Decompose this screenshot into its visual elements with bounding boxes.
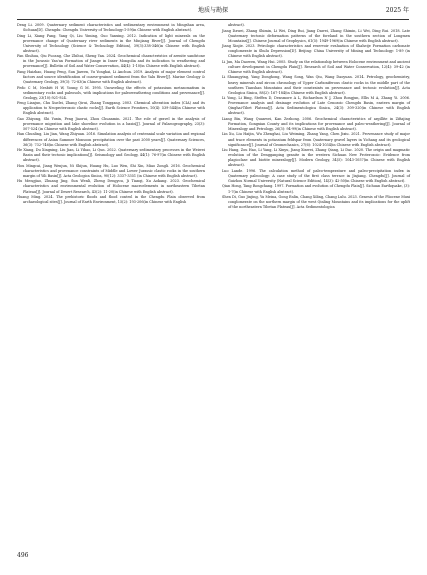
reference-entry: Gao Zhiyong, Shi Yuxin, Feng Jiaorui, Zhou Chuanmin. 2021. The role of gravel in the analysis of provenance migration and lake shoreline evolution in a basin[J]. Journal of Palaeogeography, 23(3): 507-524 (in Chinese with English abstract). [17, 116, 205, 131]
reference-entry: Liang Bin, Wang Quanwei, Kan Zezhong. 2006. Geochemical characteristics of argillite in Zifiajing Formation, Gongxian County and its implications for provenance and paleo-weathering[J]. Journal of Mineralogy and Petrology, 26(3): 94-99(in Chinese with English abstract). [222, 116, 410, 131]
reference-entry: Liu Hang, Zou Hao, Li Yang, Li Xinyu, Jiang Xinwei, Zhang Qiang, Li Dac. 2020. The origin and magmatic evolution of the Dengganping granite in the western Sichuan New Proterozoic: Evidence from plagioclase and biotite mineralogy[J]. Modern Geology, 34(5): 1043-1057(in Chinese with English abstract). [222, 148, 410, 168]
reference-entry: Jiang Xinjie. 2023. Petrologic characteristics and reservoir evaluation of Shaheije Formation carbonate conglomerate in Shulu Depression[D]. Beijing: China University of Mining and Technology: 1-89 (in Chinese with English abstract). [222, 44, 410, 59]
reference-column-left [17, 23, 205, 206]
reference-entry: Deng Li. 2009. Quaternary sediment characteristics and sedimentary environment in Mingshan area, Sichuan[D]. Chengdu: Chengdu University of Technology:1-59(in Chinese with English abstract). [17, 23, 205, 33]
reference-entry: Hu Mengjiao, Zhuang Jing, Sun Wenli, Zheng Dengyou, Ji Tianqi, Xu Aokang. 2023. Geochemical characteristics and environmental evolution of Holocene macroelements in northeastern Tibetan Plateau[J]. Journal of Desert Research, 43(2): 11-20(in Chinese with English abstract). [17, 179, 205, 194]
reference-entry: Jiang Dawei, Zhang Shimin, Li Wei, Ding Rui, Jiang Dawei, Zhang Shimin, Li Wei, Ding Rui. 2018. Late Quaternary tectonic deformation patterns of the foreland in the southern section of Longmen Mountains[J]. Chinese Journal of Geophysics, 61(5): 1949-1969(in Chinese with English abstract). [222, 28, 410, 43]
reference-entry: Fang Haizhao, Huang Peng, Sun Jiawen, Yu Yonghai, Li Anchun. 2019. Analysis of major element control factors and source identification of coarse-grained sediment from the Yalu River[J]. Marine Geology & Quaternary Geology, 39(3): 72-83(in Chinese with English abstract). [17, 69, 205, 85]
reference-entry: Li Jun, Ma Daowen, Wang Hui. 2005. Study on the relationship between Holocene environment and ancient culture development in Chengdu Plain[J]. Research of Soil and Water Conservation, 12(4): 39-42 (in Chinese with English abstract). [222, 59, 410, 74]
reference-entry: Qian Hong, Tang Rongchang. 1997. Formation and evolution of Chengdu Plain[J]. Sichuan Earthquake, (3): 1-7(in Chinese with English abstract). [222, 184, 410, 194]
header-year: 2025 年 [385, 7, 409, 14]
reference-entry-continuation: abstract). [228, 23, 245, 27]
reference-entry: Fan Shuhua, Qiu Fucang, Che Zhihui, Sheng Yan. 2024. Geochemical characteristics of arenite sandstone in the Jurassic Yan'an Formation of Jiange in Inner Mongolia and its indication to weathering and provenance[J]. Bulletin of Soil and Water Conservation, 44(4): 1-10(in Chinese with English abstract). [17, 54, 205, 69]
journal-title: 地质与勘探 [197, 7, 228, 14]
page-number: 496 [17, 552, 29, 559]
reference-entry: Li Yong, Li Bing, Steffen D, Densmore A L, Richardson N J, Zhou Rongjun, Ellis M A, Zhang Yi. 2006. Provenance analysis and drainage evolution of Late Cenozoic Chengdu Basin, eastern margin of Qinghai-Tibet Plateau[J]. Acta Sedimentologica Sinica, 24(3): 309-320(in Chinese with English abstract). [222, 96, 410, 116]
reference-entry: Fedo C M, Nesbitt H W, Young G M. 1995. Unraveling the effects of potassium metasomatism in sedimentary rocks and paleosols, with implications for paleoweathering conditions and provenance[J]. Geology, 23(10):921-924. [17, 85, 205, 100]
page-header [17, 5, 409, 20]
reference-entry: Luo Lande. 1996. The calculation method of paleo-temperature and paleo-precipitation index in Quaternary paleoology: A case study of the first class terrace in Jinjiang, Chengdu[J]. Journal of Guizhou Normal University (Natural Science Edition), 14(3): 42-50(in Chinese with English abstract). [222, 168, 410, 183]
reference-entry: Han Chunling, Liu Jian, Wang Zhiyuan. 2016. Simulation analysis of centennial scale variation and regional differences of Asian Summer Monsoon precipitation over the past 2000 years[J]. Quaternary Sciences, 36(3): 732-746(in Chinese with English abstract). [17, 132, 205, 147]
reference-entry: Feng Lianjun, Chu Xuelei, Zhang Qirui, Zhang Tonggang. 2003. Chemical alteration index (CIA) and its application to Neoproterozoic clastic rocks[J]. Earth Science Frontiers, 10(4): 539-544(in Chinese with English abstract). [17, 101, 205, 116]
reference-entry: Huang Ming. 2024. The prehistoric floods and flood control in the Chengdu Plain observed from archaeological sites[J]. Journal of Earth Environment, 15(2): 193-206(in Chinese with English [17, 195, 205, 205]
reference-entry: Li Shuangying, Yang Donghong, Wang Song, Wan Qiu, Wang Daoyuan. 2014. Petrology, geochemistry, heavy minerals and zircon chronology of Upper Carboniferous clastic rocks in the middle part of the southern Tianshan Mountains and their constraints on provenance and tectonic evolution[J]. Acta Geologica Sinica, 88(2): 167-184(in Chinese with English abstract). [222, 75, 410, 95]
reference-entry: Shen Di, Guo Jinjing, Yu Meina, Gong Enlin, Chang Xiling, Chang Lulu. 2023. Genesis of the Pliocene Muxi conglomerate on the northern margin of the west Qinling Mountains and its implications for the uplift of the northeastern Tibetan Plateau[J]. Acta Sedimentologica [222, 195, 410, 210]
reference-entry: Hou Mingcai, Jiang Wenjun, Ni Shijun, Huang Hu, Luo Wen, Shi Xin, Miao Zongli. 2016. Geochemical characteristics and provenance constraints of Middle and Lower Jurassic clastic rocks in the southern margin of Yili Basin[J]. Acta Geologica Sinica, 90(12): 3337-3351 (in Chinese with English abstract). [17, 163, 205, 178]
reference-entry: Ding Li, Xiang Fang, Yang Qi, Liu Yiming, Guo Yanxing. 2012. Indication of light minerals on the provenance change of Quaternary river sediments in the Minjiang River[J]. Journal of Chengdu University of Technology (Science & Technology Edition), 39(3):338-346(in Chinese with English abstract). [17, 33, 205, 53]
reference-entry: Lin Xu, Liu Haijin, Wu Zhenghai, Liu Weiming, Zhang Yang, Chen Jixiu. 2021. Provenance study of major and trace elements in potassium feldspar from Quaternary gravel layers in Yichang and its geological significance[J]. Journal of Geomechanics, 27(6): 1024-1034(in Chinese with English abstract). [222, 132, 410, 147]
reference-entry: He Xiang, Du Xingxing, Liu Jian, Li Yihao, Li Qun. 2022. Quaternary sedimentary processes in the Weiwei Basin and their tectonic implications[J]. Seismology and Geology, 44(1): 76-97(in Chinese with English abstract). [17, 148, 205, 163]
reference-column-right [222, 23, 410, 211]
